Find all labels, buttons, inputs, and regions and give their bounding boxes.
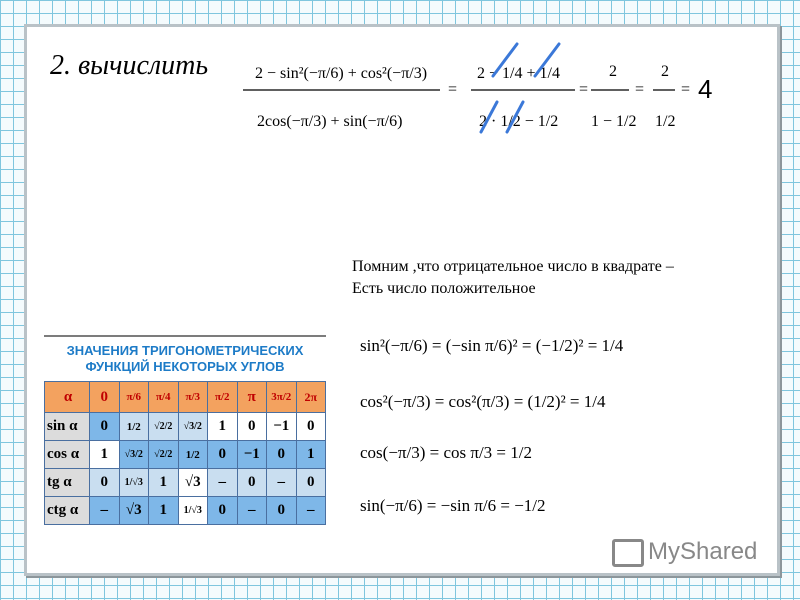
table-header-row [45, 382, 326, 413]
header-cell: π/3 [178, 382, 208, 413]
table-cell: 0 [208, 441, 238, 469]
row-label: tg α [45, 469, 90, 497]
header-cell: α [45, 382, 90, 413]
identities [360, 318, 623, 536]
identity-1: sin²(−π/6) = (−sin π/6)² = (−1/2)² = 1/4 [360, 336, 624, 355]
table-cell: 0 [208, 497, 238, 525]
step3-denominator: 1/2 [655, 113, 676, 130]
logo-text: MyShared [648, 538, 758, 565]
step2-denominator: 1 − 1/2 [591, 113, 637, 130]
table-cell: 0 [267, 497, 297, 525]
table-cell: – [237, 497, 267, 525]
row-label: ctg α [45, 497, 90, 525]
table-cell: 1 [208, 413, 238, 441]
row-label: cos α [45, 441, 90, 469]
logo [612, 538, 757, 567]
table-cell: −1 [267, 413, 297, 441]
caption-line-1: ЗНАЧЕНИЯ ТРИГОНОМЕТРИЧЕСКИХ [66, 343, 304, 358]
caption-line-2: ФУНКЦИЙ НЕКОТОРЫХ УГЛОВ [85, 359, 285, 374]
step2-numerator: 2 [609, 63, 617, 80]
table-cell: √3/2 [119, 441, 149, 469]
table-cell: 0 [296, 469, 326, 497]
table-cell: 1/2 [119, 413, 149, 441]
task-title: 2. вычислить [50, 50, 209, 81]
table-cell: √2/2 [149, 413, 179, 441]
equals-4: = [681, 81, 691, 98]
table-cell: √2/2 [149, 441, 179, 469]
expr-denominator: 2cos(−π/3) + sin(−π/6) [257, 113, 403, 130]
note-line-1: Помним ,что отрицательное число в квадрате – [352, 258, 674, 275]
table-cell: 1/2 [178, 441, 208, 469]
table-cell: 1 [149, 497, 179, 525]
table-cell: – [267, 469, 297, 497]
table-cell: 0 [296, 413, 326, 441]
table-cell: 1/√3 [119, 469, 149, 497]
table-cell: 0 [237, 469, 267, 497]
note [352, 256, 674, 300]
table-cell: 1 [296, 441, 326, 469]
step3-numerator: 2 [661, 63, 669, 80]
table-cell: – [90, 497, 120, 525]
table-cell: – [296, 497, 326, 525]
table-cell: √3/2 [178, 413, 208, 441]
table-cell: −1 [237, 441, 267, 469]
step1-denominator: 2 · 1/2 − 1/2 [479, 113, 559, 130]
table-cell: 1/√3 [178, 497, 208, 525]
table-row [45, 497, 326, 525]
table-cell: – [208, 469, 238, 497]
answer: 4 [698, 74, 713, 104]
table-grid [44, 381, 326, 525]
equals-2: = [579, 81, 589, 98]
equals-1: = [448, 81, 458, 98]
row-label: sin α [45, 413, 90, 441]
expr-numerator: 2 − sin²(−π/6) + cos²(−π/3) [255, 65, 428, 82]
table-cell: 0 [90, 469, 120, 497]
header-cell: 0 [90, 382, 120, 413]
identity-4: sin(−π/6) = −sin π/6 = −1/2 [360, 496, 546, 515]
table-row [45, 469, 326, 497]
header-cell: π/6 [119, 382, 149, 413]
header-cell: π/2 [208, 382, 238, 413]
table-row [45, 441, 326, 469]
table-cell: 1 [90, 441, 120, 469]
logo-icon [612, 539, 644, 567]
table-cell: 0 [237, 413, 267, 441]
header-cell: π [237, 382, 267, 413]
header-cell: 3π/2 [267, 382, 297, 413]
note-line-2: Есть число положительное [352, 280, 536, 297]
table-cell: 0 [267, 441, 297, 469]
identity-2: cos²(−π/3) = cos²(π/3) = (1/2)² = 1/4 [360, 392, 606, 411]
table-row [45, 413, 326, 441]
table-cell: √3 [119, 497, 149, 525]
equals-3: = [635, 81, 645, 98]
table-cell: √3 [178, 469, 208, 497]
table-cell: 0 [90, 413, 120, 441]
table-cell: 1 [149, 469, 179, 497]
step1-numerator: 2 − 1/4 + 1/4 [477, 65, 560, 82]
header-cell: 2π [296, 382, 326, 413]
trig-values-table [44, 335, 326, 548]
identity-3: cos(−π/3) = cos π/3 = 1/2 [360, 443, 532, 462]
table-caption [44, 337, 326, 379]
main-expression [235, 30, 705, 140]
header-cell: π/4 [149, 382, 179, 413]
